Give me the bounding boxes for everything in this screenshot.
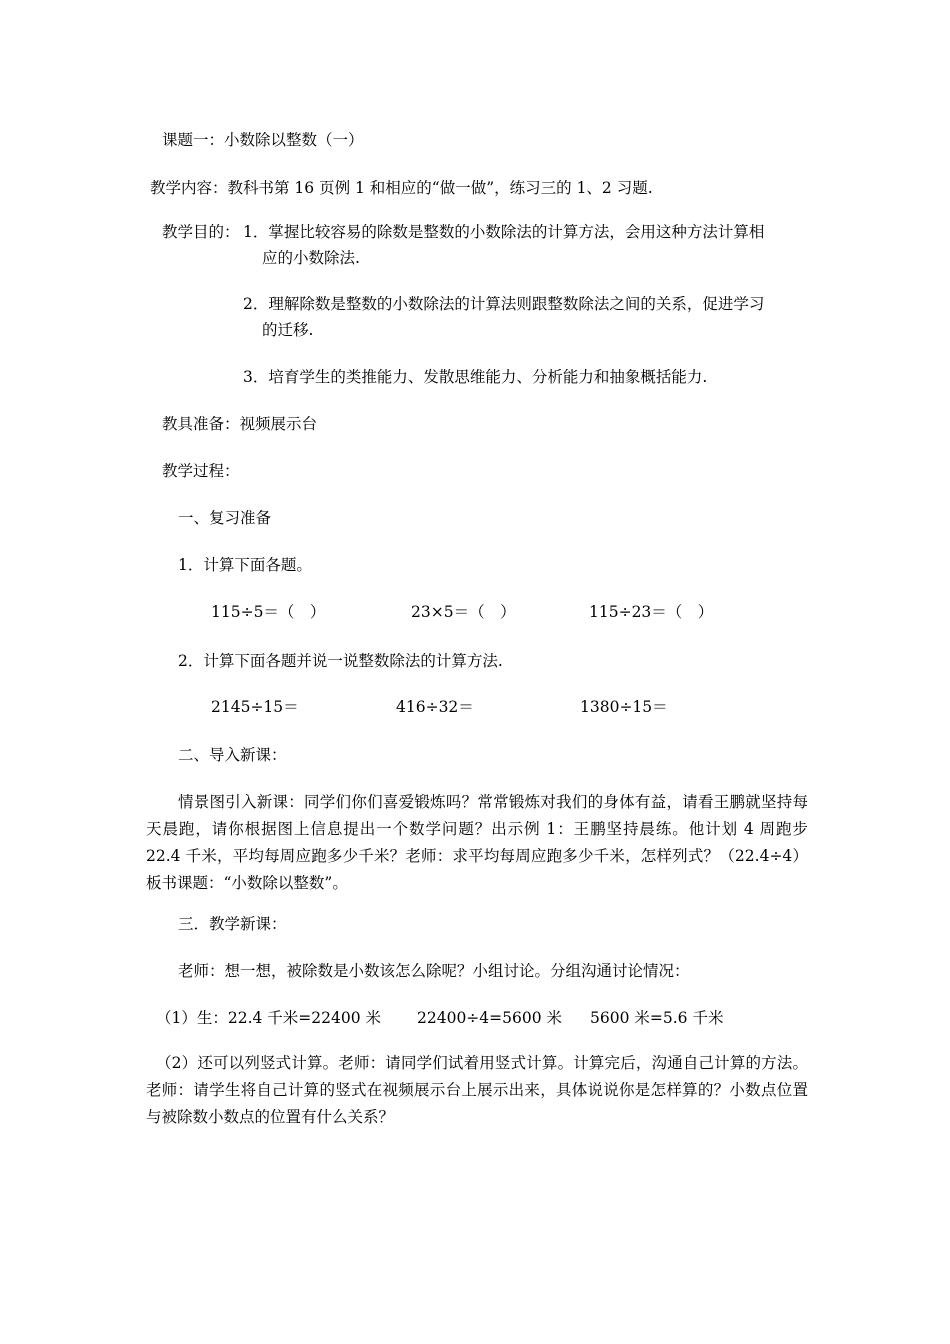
student-answer-1: 22400÷4=5600 米 [417, 1009, 563, 1027]
q2-item: 2145÷15＝ [211, 698, 299, 716]
teaching-content: 教学内容：教科书第 16 页例 1 和相应的“做一做”，练习三的 1、2 习题. [150, 179, 653, 197]
q1-item: 115÷5＝（ ） [211, 603, 326, 621]
teaching-tools: 教具准备：视频展示台 [162, 415, 318, 433]
question-2: 2．计算下面各题并说一说整数除法的计算方法. [178, 652, 503, 670]
teaching-process: 教学过程： [162, 462, 240, 480]
section-3-heading: 三．教学新课： [178, 915, 287, 933]
q1-item: 23×5＝（ ） [411, 603, 516, 621]
q1-item: 115÷23＝（ ） [589, 603, 714, 621]
student-answer-1: （1）生：22.4 千米=22400 米 [156, 1009, 382, 1027]
section-2-paragraph: 情景图引入新课：同学们你们喜爱锻炼吗？常常锻炼对我们的身体有益，请看王鹏就坚持每天晨跑，请你根据图上信息提出一个数学问题？出示例 1：王鹏坚持晨练。他计划 4 周跑步 22.4 千米，平均每周应跑多少千米？老师：求平均每周应跑多少千米，怎样列式？（22.4÷4）板书课题：“小数除以整数”。 [146, 793, 808, 892]
section-2-heading: 二、导入新课： [178, 746, 287, 764]
student-answer-1: 5600 米=5.6 千米 [590, 1009, 724, 1027]
goal-1-line-1: 1．掌握比较容易的除数是整数的小数除法的计算方法，会用这种方法计算相 [243, 223, 765, 241]
goal-1-line-2: 应的小数除法. [262, 249, 360, 267]
teacher-prompt: 老师：想一想，被除数是小数该怎么除呢？小组讨论。分组沟通讨论情况： [178, 962, 690, 980]
goal-2-line-1: 2．理解除数是整数的小数除法的计算法则跟整数除法之间的关系，促进学习 [243, 295, 765, 313]
student-answer-2: （2）还可以列竖式计算。老师：请同学们试着用竖式计算。计算完后，沟通自己计算的方法。老师：请学生将自己计算的竖式在视频展示台上展示出来，具体说说你是怎样算的？小数点位置与被除数小数点的位置有什么关系？ [146, 1054, 808, 1126]
question-1: 1．计算下面各题。 [178, 556, 312, 574]
q2-item: 416÷32＝ [396, 698, 474, 716]
lesson-title: 课题一：小数除以整数（一） [162, 131, 364, 149]
goals-label: 教学目的： [162, 223, 240, 241]
section-1-heading: 一、复习准备 [178, 509, 272, 527]
goal-3: 3．培育学生的类推能力、发散思维能力、分析能力和抽象概括能力. [243, 368, 708, 386]
goal-2-line-2: 的迁移. [262, 321, 314, 339]
q2-item: 1380÷15＝ [580, 698, 668, 716]
